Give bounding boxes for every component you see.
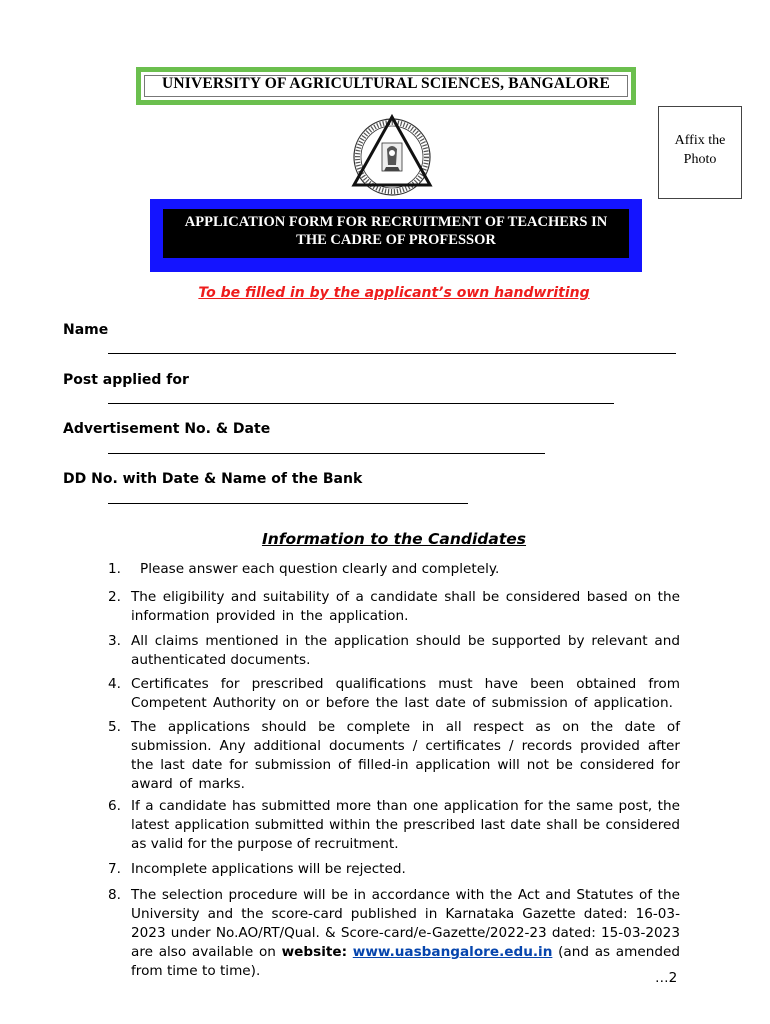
university-title-box <box>136 67 636 105</box>
name-label: Name <box>63 322 109 338</box>
university-title: UNIVERSITY OF AGRICULTURAL SCIENCES, BANGALORE <box>161 75 611 92</box>
form-title-line2: THE CADRE OF PROFESSOR <box>296 232 496 248</box>
form-title-banner <box>150 199 642 272</box>
item-number: 6. <box>108 798 121 814</box>
form-title-line1: APPLICATION FORM FOR RECRUITMENT OF TEACHERS IN <box>184 214 608 230</box>
item-number: 8. <box>108 887 121 903</box>
advertisement-field[interactable] <box>108 453 545 454</box>
form-title-inner <box>163 209 629 258</box>
item-number: 5. <box>108 719 121 735</box>
list-item <box>108 675 680 713</box>
item-text: If a candidate has submitted more than one application for the same post, the latest application submitted within the prescribed last date shall be considered as valid for the purpose of recruitment. <box>131 798 680 852</box>
item-text-before: The selection procedure will be in accordance with the Act and Statutes of the University and the score-card published in Karnataka Gazette dated: 16-03-2023 under No.AO/RT/Qual. & Score-card/e-Gazette/2022-23 dated: 15-03-2023 are also available on <box>131 887 680 960</box>
list-item <box>108 632 680 670</box>
dd-number-field[interactable] <box>108 503 468 504</box>
item-text: Please answer each question clearly and completely. <box>140 561 500 577</box>
item-number: 4. <box>108 676 121 692</box>
list-item <box>108 588 680 626</box>
item-number: 2. <box>108 589 121 605</box>
website-label: website: <box>281 944 348 960</box>
item-text: All claims mentioned in the application should be supported by relevant and authenticated documents. <box>131 633 680 668</box>
list-item <box>108 718 680 794</box>
photo-label-line1: Affix the <box>674 133 726 148</box>
item-text-after: (and as amended from time to time). <box>131 944 680 979</box>
info-heading: Information to the Candidates <box>261 530 527 548</box>
advertisement-label: Advertisement No. & Date <box>63 421 271 437</box>
dd-number-label: DD No. with Date & Name of the Bank <box>63 471 363 487</box>
university-emblem-logo <box>350 113 434 197</box>
photo-label-line2: Photo <box>683 152 717 167</box>
list-item <box>108 797 680 854</box>
name-field[interactable] <box>108 353 676 354</box>
handwriting-note: To be filled in by the applicant’s own handwriting <box>198 285 590 301</box>
post-applied-field[interactable] <box>108 403 614 404</box>
page-continuation: …2 <box>655 970 678 986</box>
item-number: 1. <box>108 561 121 577</box>
item-text: The eligibility and suitability of a candidate shall be considered based on the information provided in the application. <box>131 589 680 624</box>
item-text: Incomplete applications will be rejected. <box>131 861 406 877</box>
list-item <box>108 886 680 981</box>
item-number: 3. <box>108 633 121 649</box>
list-item <box>108 560 680 579</box>
post-applied-label: Post applied for <box>63 372 189 388</box>
item-text: Certificates for prescribed qualifications must have been obtained from Competent Authority on or before the last date of submission of application. <box>131 676 680 711</box>
website-link[interactable]: www.uasbangalore.edu.in <box>352 944 553 960</box>
item-text <box>131 886 680 981</box>
list-item <box>108 860 680 879</box>
item-number: 7. <box>108 861 121 877</box>
item-text: The applications should be complete in all respect as on the date of submission. Any additional documents / certificates / records provided after the last date for submission of filled-in application will not be considered for award of marks. <box>131 719 680 792</box>
photo-box <box>658 106 742 199</box>
